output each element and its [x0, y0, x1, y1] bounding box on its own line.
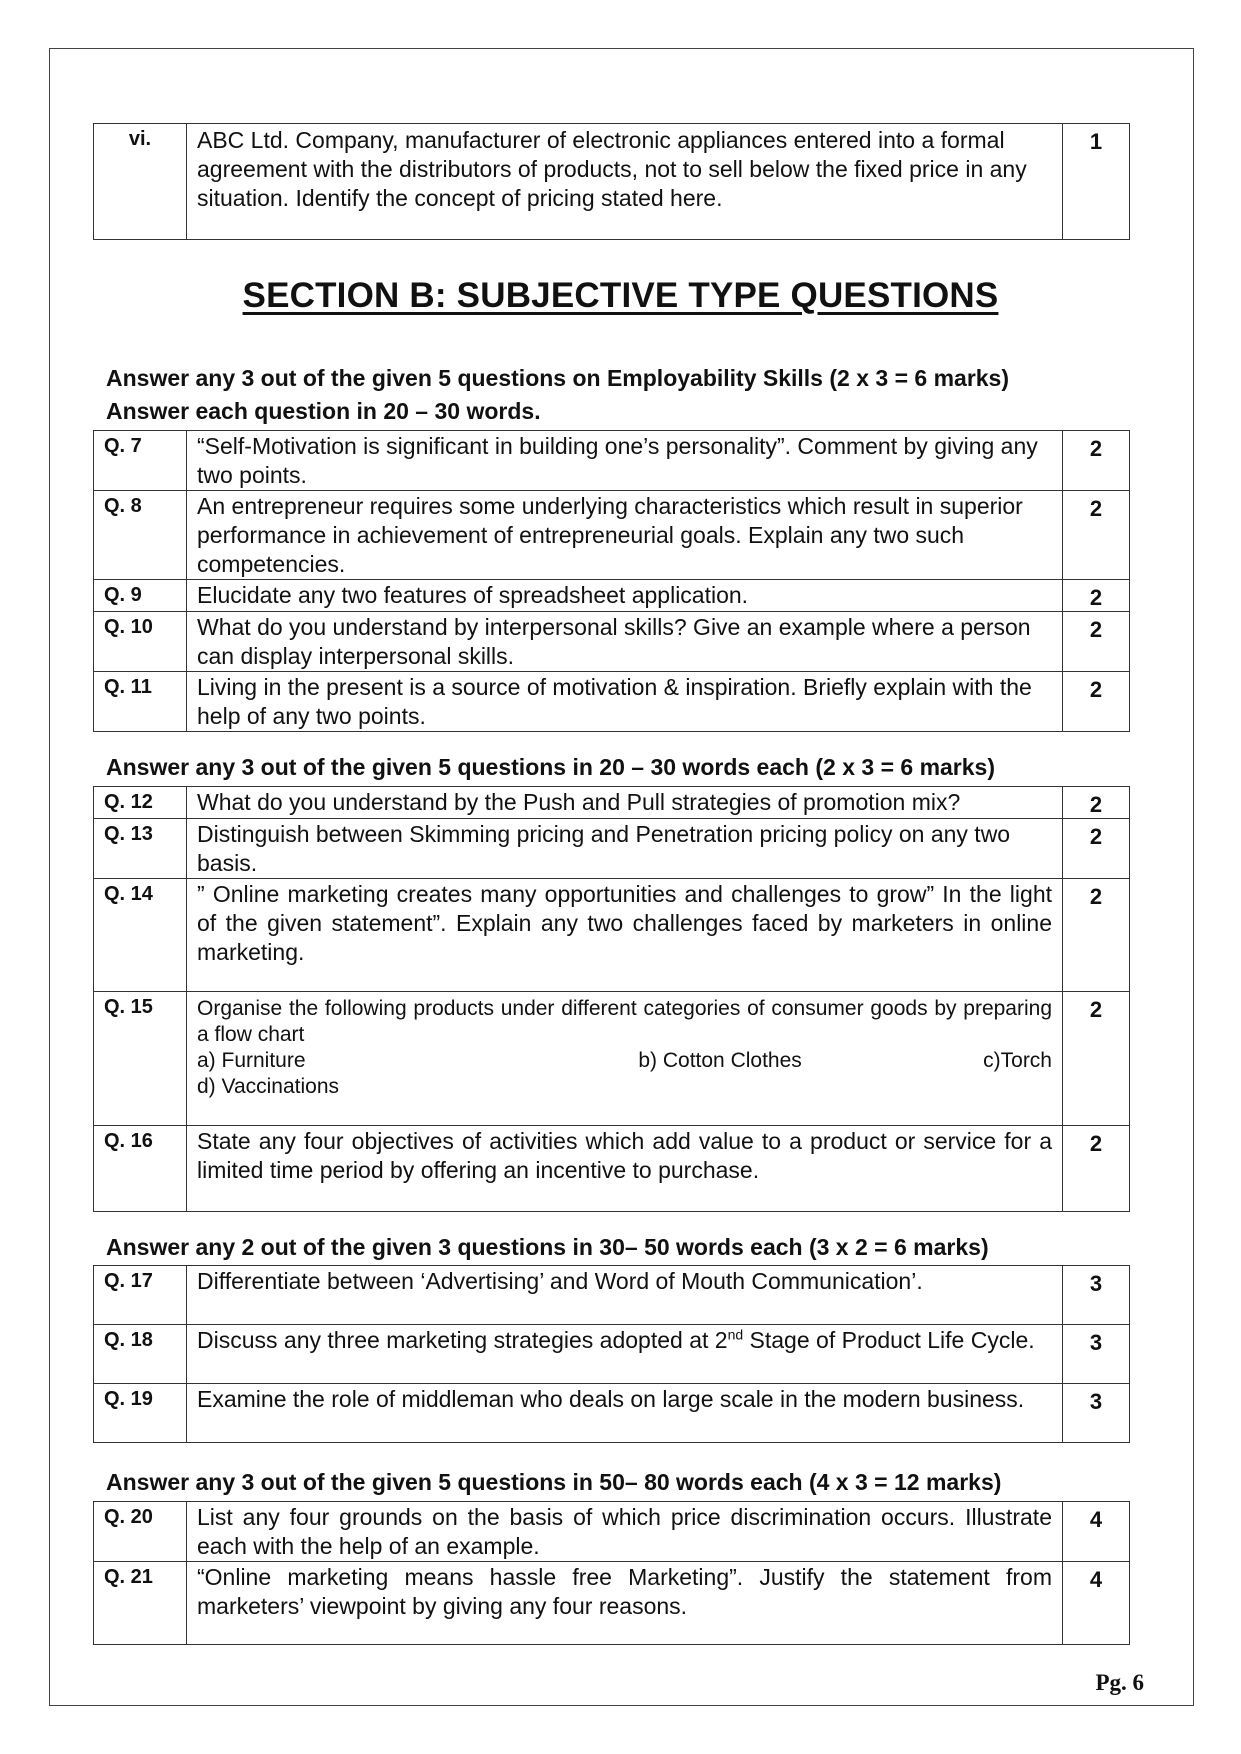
question-text-part2: Stage of Product Life Cycle. — [743, 1327, 1035, 1353]
question-row — [94, 491, 1130, 580]
question-marks: 2 — [1063, 1126, 1130, 1212]
option-d: d) Vaccinations — [197, 1075, 340, 1098]
ordinal-superscript: nd — [727, 1326, 744, 1343]
question-marks: 3 — [1063, 1384, 1130, 1443]
question-row — [94, 1266, 1130, 1325]
question-number: Q. 14 — [94, 879, 187, 992]
question-text-part1: Discuss any three marketing strategies adopted at 2 — [197, 1327, 728, 1353]
question-text: ABC Ltd. Company, manufacturer of electronic appliances entered into a formal agreement with the distributors of products, not to sell below the fixed price in any situation. Identify the concept of pricing stated here. — [187, 124, 1063, 240]
question-marks: 2 — [1063, 879, 1130, 992]
option-c: c)Torch — [983, 1049, 1052, 1072]
question-text: ” Online marketing creates many opportunities and challenges to grow” In the light of the given statement”. Explain any two challenges faced by marketers in online marketing. — [187, 879, 1063, 992]
question-text: An entrepreneur requires some underlying characteristics which result in superior performance in achievement of entrepreneurial goals. Explain any two such competencies. — [187, 491, 1063, 580]
question-text: “Online marketing means hassle free Marketing”. Justify the statement from marketers’ viewpoint by giving any four reasons. — [187, 1562, 1063, 1645]
question-marks: 1 — [1063, 124, 1130, 240]
question-table-group4 — [93, 1501, 1130, 1645]
group1-instruction-line2: Answer each question in 20 – 30 words. — [106, 398, 541, 424]
question-number: Q. 20 — [94, 1502, 187, 1562]
question-text: What do you understand by the Push and Pull strategies of promotion mix? — [187, 787, 1063, 819]
question-row — [94, 787, 1130, 819]
question-text: State any four objectives of activities which add value to a product or service for a limited time period by offering an incentive to purchase. — [187, 1126, 1063, 1212]
question-table-top — [93, 123, 1130, 240]
question-marks: 2 — [1063, 580, 1130, 612]
group2-instruction: Answer any 3 out of the given 5 questions in 20 – 30 words each (2 x 3 = 6 marks) — [106, 754, 996, 780]
question-table-group2 — [93, 786, 1130, 1212]
question-row — [94, 1384, 1130, 1443]
question-marks: 2 — [1063, 819, 1130, 879]
question-number: Q. 12 — [94, 787, 187, 819]
question-number: Q. 10 — [94, 612, 187, 672]
question-number: Q. 8 — [94, 491, 187, 580]
question-marks: 3 — [1063, 1325, 1130, 1384]
question-marks: 2 — [1063, 491, 1130, 580]
question-marks: 2 — [1063, 787, 1130, 819]
question-row — [94, 1126, 1130, 1212]
question-row — [94, 672, 1130, 732]
question-number: Q. 11 — [94, 672, 187, 732]
page-number: Pg. 6 — [1095, 1670, 1144, 1695]
question-table-group3 — [93, 1265, 1130, 1443]
question-text: Distinguish between Skimming pricing and Penetration pricing policy on any two basis. — [187, 819, 1063, 879]
question-row — [94, 992, 1130, 1126]
question-text: Elucidate any two features of spreadsheet application. — [187, 580, 1063, 612]
question-number: Q. 16 — [94, 1126, 187, 1212]
question-row — [94, 431, 1130, 491]
question-row — [94, 1325, 1130, 1384]
question-number: Q. 19 — [94, 1384, 187, 1443]
question-text: Differentiate between ‘Advertising’ and Word of Mouth Communication’. — [187, 1266, 1063, 1325]
group3-instruction: Answer any 2 out of the given 3 questions in 30– 50 words each (3 x 2 = 6 marks) — [106, 1234, 989, 1260]
question-marks: 2 — [1063, 992, 1130, 1126]
option-row — [197, 1048, 1052, 1074]
question-number: Q. 21 — [94, 1562, 187, 1645]
question-text-cell — [187, 992, 1063, 1126]
question-row — [94, 879, 1130, 992]
question-text: “Self-Motivation is significant in building one’s personality”. Comment by giving any two points. — [187, 431, 1063, 491]
question-number: Q. 15 — [94, 992, 187, 1126]
question-marks: 4 — [1063, 1502, 1130, 1562]
question-number: Q. 9 — [94, 580, 187, 612]
question-text: Organise the following products under different categories of consumer goods by preparing a flow chart — [197, 997, 1052, 1046]
question-number: Q. 18 — [94, 1325, 187, 1384]
question-text: What do you understand by interpersonal skills? Give an example where a person can display interpersonal skills. — [187, 612, 1063, 672]
question-marks: 3 — [1063, 1266, 1130, 1325]
question-marks: 4 — [1063, 1562, 1130, 1645]
question-number: Q. 7 — [94, 431, 187, 491]
group4-instruction: Answer any 3 out of the given 5 questions in 50– 80 words each (4 x 3 = 12 marks) — [106, 1469, 1002, 1495]
question-text-cell — [187, 1325, 1063, 1384]
question-marks: 2 — [1063, 672, 1130, 732]
question-row — [94, 1562, 1130, 1645]
question-row — [94, 580, 1130, 612]
question-marks: 2 — [1063, 612, 1130, 672]
question-text: Living in the present is a source of motivation & inspiration. Briefly explain with the help of any two points. — [187, 672, 1063, 732]
question-text: List any four grounds on the basis of which price discrimination occurs. Illustrate each with the help of an example. — [187, 1502, 1063, 1562]
option-a: a) Furniture — [197, 1049, 306, 1072]
question-row — [94, 819, 1130, 879]
question-number: vi. — [94, 124, 187, 240]
question-row — [94, 612, 1130, 672]
question-row — [94, 124, 1130, 240]
section-heading: SECTION B: SUBJECTIVE TYPE QUESTIONS — [242, 276, 999, 315]
question-number: Q. 17 — [94, 1266, 187, 1325]
question-text: Examine the role of middleman who deals on large scale in the modern business. — [187, 1384, 1063, 1443]
question-row — [94, 1502, 1130, 1562]
group1-instruction-line1: Answer any 3 out of the given 5 questions on Employability Skills (2 x 3 = 6 marks) — [106, 365, 1010, 391]
question-number: Q. 13 — [94, 819, 187, 879]
question-marks: 2 — [1063, 431, 1130, 491]
option-b: b) Cotton Clothes — [638, 1049, 802, 1072]
question-table-group1 — [93, 430, 1130, 732]
